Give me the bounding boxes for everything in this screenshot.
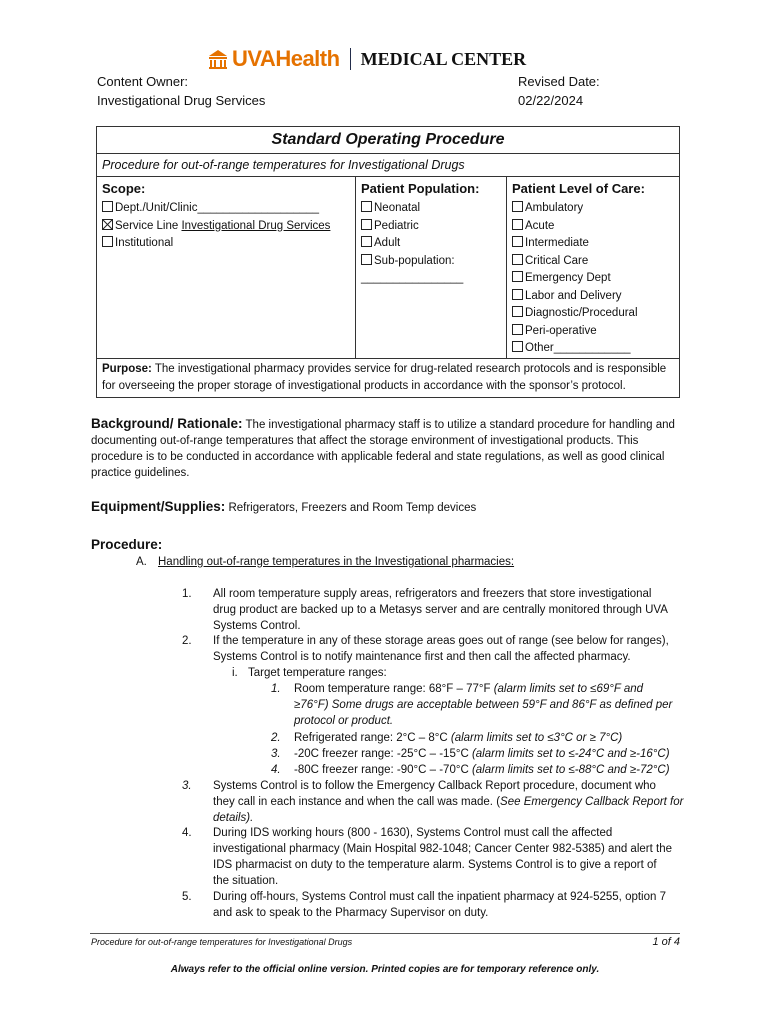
range-3-number: 3. xyxy=(271,748,281,760)
item-1-text: All room temperature supply areas, refrigerators and freezers that store investigational drug product are backed up to a Metasys server and are centrally monitored through UVA Systems Control. xyxy=(213,588,668,632)
sub-i-text: Target temperature ranges: xyxy=(248,667,387,679)
logo-separator xyxy=(350,48,351,70)
checkbox-icon xyxy=(102,236,113,247)
sop-table xyxy=(96,126,680,398)
care-option: Other____________ xyxy=(512,340,674,358)
content-owner-value: Investigational Drug Services xyxy=(97,93,266,108)
scope-option-institutional: Institutional xyxy=(102,235,350,253)
care-option: Diagnostic/Procedural xyxy=(512,305,674,323)
checkbox-icon xyxy=(512,289,523,300)
revised-date xyxy=(518,72,600,110)
procedure-a-title: Handling out-of-range temperatures in the Investigational pharmacies: xyxy=(158,556,515,568)
purpose-label: Purpose: xyxy=(102,362,152,375)
footer-note: Always refer to the official online version. Printed copies are for temporary reference only. xyxy=(170,964,600,975)
population-option: Neonatal xyxy=(361,200,501,218)
item-1-number: 1. xyxy=(182,588,192,600)
revised-date-label: Revised Date: xyxy=(518,74,600,89)
checkbox-icon xyxy=(512,236,523,247)
checkbox-icon xyxy=(512,271,523,282)
checkbox-icon xyxy=(361,201,372,212)
background-line1: The investigational pharmacy staff is to utilize a standard procedure for handling and xyxy=(242,419,675,431)
procedure-label: Procedure: xyxy=(91,537,163,552)
procedure-a-marker: A. xyxy=(136,556,147,568)
footer-divider xyxy=(90,933,680,934)
scope-option-service-line: Service Line Investigational Drug Services xyxy=(102,218,350,236)
checkbox-icon xyxy=(102,201,113,212)
equipment-section xyxy=(91,499,679,516)
background-line3: procedure is to be conducted in accordance with applicable federal and state regulations, as well as good clinical xyxy=(91,451,665,463)
purpose-cell xyxy=(97,358,680,397)
background-line2: documenting out-of-range temperatures that affect the storage environment of investigational products. This xyxy=(91,435,639,447)
background-label: Background/ Rationale: xyxy=(91,416,243,431)
checkbox-icon xyxy=(361,219,372,230)
care-option: Acute xyxy=(512,218,674,236)
range-4-number: 4. xyxy=(271,764,281,776)
checked-checkbox-icon xyxy=(102,219,113,230)
care-option: Labor and Delivery xyxy=(512,288,674,306)
item-5-text: During off-hours, Systems Control must call the inpatient pharmacy at 924-5255, option 7 and ask to speak to the Pharmacy Supervisor on duty. xyxy=(213,891,666,919)
checkbox-icon xyxy=(361,254,372,265)
care-option: Intermediate xyxy=(512,235,674,253)
background-section xyxy=(91,416,679,481)
checkbox-icon xyxy=(512,341,523,352)
sop-title: Standard Operating Procedure xyxy=(97,127,680,154)
logo-brand: UVAHealth xyxy=(232,46,340,71)
care-option: Emergency Dept xyxy=(512,270,674,288)
population-option: Adult xyxy=(361,235,501,253)
care-level-cell xyxy=(507,177,680,359)
range-2-text: Refrigerated range: 2°C – 8°C (alarm limits set to ≤3°C or ≥ 7°C) xyxy=(294,732,623,744)
care-option: Ambulatory xyxy=(512,200,674,218)
content-owner xyxy=(97,72,265,110)
checkbox-icon xyxy=(512,219,523,230)
scope-cell xyxy=(97,177,356,359)
item-4-text: During IDS working hours (800 - 1630), Systems Control must call the affected investigational pharmacy (Main Hospital 982-1048; Cancer Center 982-5385) and alert the IDS pharmacist on duty to the temperature alarm. Systems Control is to give a report of the situation. xyxy=(213,827,672,887)
care-option: Peri-operative xyxy=(512,323,674,341)
population-blank: ________________ xyxy=(361,272,464,284)
logo-division: MEDICAL CENTER xyxy=(360,48,527,69)
checkbox-icon xyxy=(512,254,523,265)
checkbox-icon xyxy=(361,236,372,247)
revised-date-value: 02/22/2024 xyxy=(518,93,584,108)
rotunda-icon xyxy=(208,48,228,70)
checkbox-icon xyxy=(512,306,523,317)
sop-subtitle: Procedure for out-of-range temperatures for Investigational Drugs xyxy=(97,154,680,177)
population-option: Pediatric xyxy=(361,218,501,236)
footer-page-number: 1 of 4 xyxy=(652,936,680,948)
content-owner-label: Content Owner: xyxy=(97,74,189,89)
purpose-text-line2: for overseeing the proper storage of investigational products in accordance with the sponsor’s protocol. xyxy=(102,379,626,392)
item-4-number: 4. xyxy=(182,827,192,839)
item-5-number: 5. xyxy=(182,891,192,903)
background-line4: practice guidelines. xyxy=(91,467,190,479)
range-4-text: -80C freezer range: -90°C – -70°C (alarm limits set to ≤-88°C and ≥-72°C) xyxy=(294,764,670,776)
care-level-label: Patient Level of Care: xyxy=(512,181,645,196)
range-3-text: -20C freezer range: -25°C – -15°C (alarm limits set to ≤-24°C and ≥-16°C) xyxy=(294,748,670,760)
sub-i-marker: i. xyxy=(232,667,238,679)
footer-doc-title: Procedure for out-of-range temperatures for Investigational Drugs xyxy=(91,937,353,947)
range-1-number: 1. xyxy=(271,683,281,695)
equipment-label: Equipment/Supplies: xyxy=(91,499,226,514)
care-option: Critical Care xyxy=(512,253,674,271)
scope-label: Scope: xyxy=(102,181,146,196)
checkbox-icon xyxy=(512,201,523,212)
population-cell xyxy=(356,177,507,359)
range-2-number: 2. xyxy=(271,732,281,744)
item-3-text: Systems Control is to follow the Emergency Callback Report procedure, document who they call in each instance and when the call was made. (See Emergency Callback Report for details). xyxy=(213,780,684,824)
scope-option-dept: Dept./Unit/Clinic___________________ xyxy=(102,200,350,218)
range-1-text: Room temperature range: 68°F – 77°F (alarm limits set to ≤69°F and ≥76°F) Some drugs are acceptable between 59°F and 86°F as defined per protocol or product. xyxy=(294,683,673,727)
purpose-text-line1: The investigational pharmacy provides service for drug-related research protocols and is responsible xyxy=(151,362,667,375)
checkbox-icon xyxy=(512,324,523,335)
population-option: Sub-population: xyxy=(361,253,501,271)
item-2-number: 2. xyxy=(182,635,192,647)
equipment-text: Refrigerators, Freezers and Room Temp devices xyxy=(225,502,477,514)
item-3-number: 3. xyxy=(182,780,192,792)
population-label: Patient Population: xyxy=(361,181,480,196)
item-2-text: If the temperature in any of these storage areas goes out of range (see below for ranges), Systems Control is to notify maintenance first and then call the affected pharmacy. xyxy=(213,635,669,663)
uva-health-logo xyxy=(208,44,526,74)
